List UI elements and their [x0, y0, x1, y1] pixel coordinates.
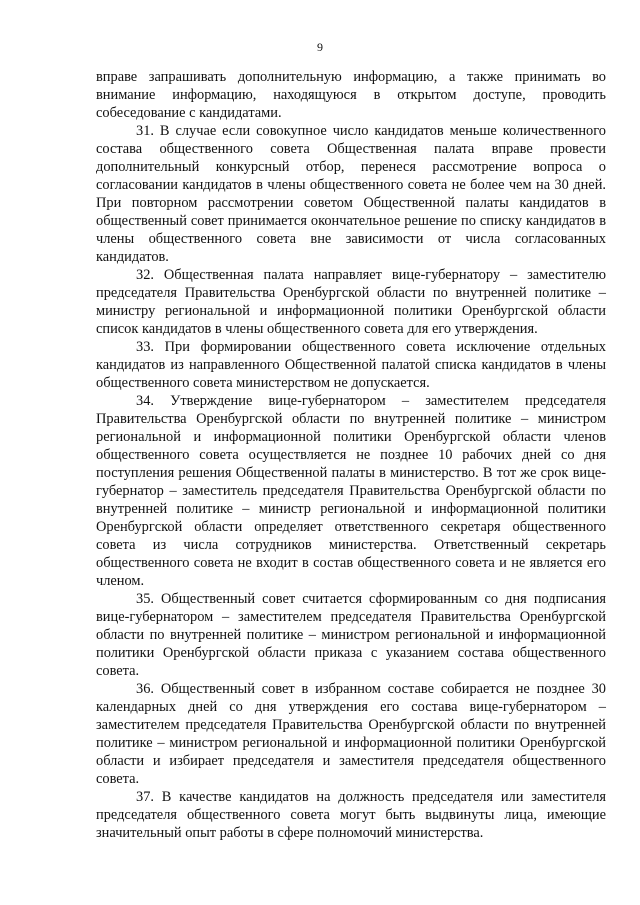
paragraph-31: 31. В случае если совокупное число кандидатов меньше количественного состава общественного совета Общественная палата вправе провести дополнительный конкурсный отбор, перенеся рассмотрение вопроса о согласовании кандидатов в члены общественного совета не более чем на 30 дней. При повторном рассмотрении советом Общественной палаты кандидатов в общественный совет принимается окончательное решение по списку кандидатов в члены общественного совета вне зависимости от числа согласованных кандидатов.	[96, 123, 606, 265]
paragraph-36: 36. Общественный совет в избранном составе собирается не позднее 30 календарных дней со дня утверждения его состава вице-губернатором – заместителем председателя Правительства Оренбургской области по внутренней политике – министром региональной и информационной политики Оренбургской области и избирает председателя и заместителя председателя общественного совета.	[96, 681, 606, 787]
document-body	[96, 68, 606, 842]
paragraph-33: 33. При формировании общественного совета исключение отдельных кандидатов из направленного Общественной палатой списка кандидатов в члены общественного совета министерством не допускается.	[96, 339, 606, 391]
paragraph-37: 37. В качестве кандидатов на должность председателя или заместителя председателя общественного совета могут быть выдвинуты лица, имеющие значительный опыт работы в сфере полномочий министерства.	[96, 789, 606, 841]
paragraph-continuation: вправе запрашивать дополнительную информацию, а также принимать во внимание информацию, находящуюся в открытом доступе, проводить собеседование с кандидатами.	[96, 69, 606, 121]
page-number: 9	[317, 40, 323, 54]
paragraph-35: 35. Общественный совет считается сформированным со дня подписания вице-губернатором – заместителем председателя Правительства Оренбургской области по внутренней политике – министром региональной и информационной политики Оренбургской области приказа с указанием состава общественного совета.	[96, 591, 606, 679]
paragraph-34: 34. Утверждение вице-губернатором – заместителем председателя Правительства Оренбургской области по внутренней политике – министром региональной и информационной политики Оренбургской области членов общественного совета осуществляется не позднее 10 рабочих дней со дня поступления решения Общественной палаты в министерство. В тот же срок вице-губернатор – заместитель председателя Правительства Оренбургской области по внутренней политике – министр региональной и информационной политики Оренбургской области определяет ответственного секретаря общественного совета из числа сотрудников министерства. Ответственный секретарь общественного совета не входит в состав общественного совета и не является его членом.	[96, 393, 606, 589]
paragraph-32: 32. Общественная палата направляет вице-губернатору – заместителю председателя Правительства Оренбургской области по внутренней политике – министру региональной и информационной политики Оренбургской области список кандидатов в члены общественного совета для его утверждения.	[96, 267, 606, 337]
